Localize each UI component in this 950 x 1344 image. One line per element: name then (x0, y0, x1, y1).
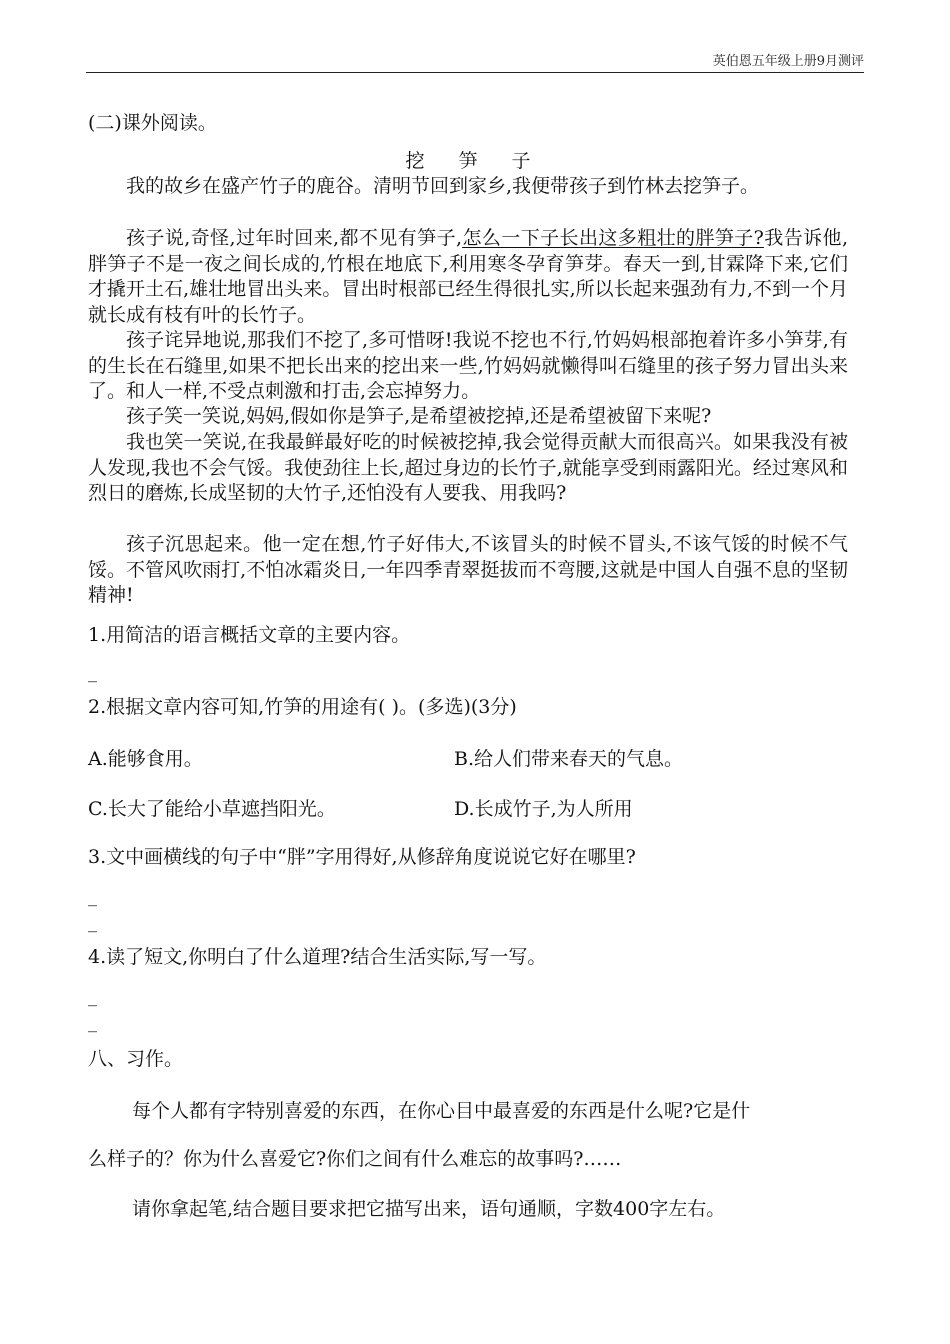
option-b[interactable]: B.给人们带来春天的气息。 (454, 748, 684, 770)
option-a[interactable]: A.能够食用。 (88, 748, 203, 770)
section-heading: (二)课外阅读。 (88, 112, 217, 134)
passage-paragraph-2 (88, 226, 848, 328)
passage-paragraph-4: 孩子笑一笑说,妈妈,假如你是笋子,是希望被挖掉,还是希望被留下来呢? (126, 405, 712, 427)
answer-blank-4b[interactable]: _ (88, 1012, 97, 1033)
passage-title: 挖 笋 子 (405, 150, 545, 172)
essay-heading: 八、习作。 (88, 1048, 184, 1070)
page-header: 英伯恩五年级上册9月测评 (712, 54, 864, 69)
passage-paragraph-3: 孩子诧异地说,那我们不挖了,多可惜呀!我说不挖也不行,竹妈妈根部抱着许多小笋芽,有的生长在石缝里,如果不把长出来的挖出来一些,竹妈妈就懒得叫石缝里的孩子努力冒出头来了。和人一样,不受点刺激和打击,会忘掉努力。 (88, 329, 848, 402)
option-d[interactable]: D.长成竹子,为人所用 (454, 798, 633, 820)
paragraph-2-start: 孩子说,奇怪,过年时回来,都不见有笋子, (126, 227, 463, 249)
answer-blank-4a[interactable]: _ (88, 986, 97, 1007)
question-3: 3.文中画横线的句子中“胖”字用得好,从修辞角度说说它好在哪里? (88, 846, 636, 868)
essay-prompt-line-2: 么样子的？你为什么喜爱它?你们之间有什么难忘的故事吗?…… (88, 1148, 622, 1170)
answer-blank-3a[interactable]: _ (88, 886, 97, 907)
essay-prompt-line-1: 每个人都有字特别喜爱的东西，在你心目中最喜爱的东西是什么呢?它是什 (132, 1100, 751, 1122)
question-4: 4.读了短文,你明白了什么道理?结合生活实际,写一写。 (88, 946, 547, 968)
question-2: 2.根据文章内容可知,竹笋的用途有( )。(多选)(3分) (88, 696, 517, 718)
underlined-sentence: 怎么一下子长出这多粗壮的胖笋子? (462, 227, 764, 249)
passage-paragraph-5: 我也笑一笑说,在我最鲜最好吃的时候被挖掉,我会觉得贡献大而很高兴。如果我没有被人发现,我也不会气馁。我使劲往上长,超过身边的长竹子,就能享受到雨露阳光。经过寒风和烈日的磨炼,长成坚韧的大竹子,还怕没有人要我、用我吗? (88, 431, 848, 504)
passage-paragraph-6: 孩子沉思起来。他一定在想,竹子好伟大,不该冒头的时候不冒头,不该气馁的时候不气馁。不管风吹雨打,不怕冰霜炎日,一年四季青翠挺拔而不弯腰,这就是中国人自强不息的坚韧精神! (88, 533, 848, 606)
option-c[interactable]: C.长大了能给小草遮挡阳光。 (88, 798, 336, 820)
answer-blank-3b[interactable]: _ (88, 912, 97, 933)
question-1: 1.用简洁的语言概括文章的主要内容。 (88, 624, 411, 646)
answer-blank-1[interactable]: _ (88, 662, 97, 683)
passage-paragraph-1: 我的故乡在盛产竹子的鹿谷。清明节回到家乡,我便带孩子到竹林去挖笋子。 (126, 175, 760, 197)
paragraph-2-end: 我告诉他,胖笋子不是一夜之间长成的,竹根在地底下,利用寒冬孕育笋芽。春天一到,甘霖降下来,它们才撬开土石,雄壮地冒出头来。冒出时根部已经生得很扎实,所以长起来强劲有力,不到一个月就长成有枝有叶的长竹子。 (88, 227, 848, 326)
essay-prompt-line-3: 请你拿起笔,结合题目要求把它描写出来，语句通顺，字数400字左右。 (132, 1198, 726, 1220)
header-divider (86, 72, 864, 73)
